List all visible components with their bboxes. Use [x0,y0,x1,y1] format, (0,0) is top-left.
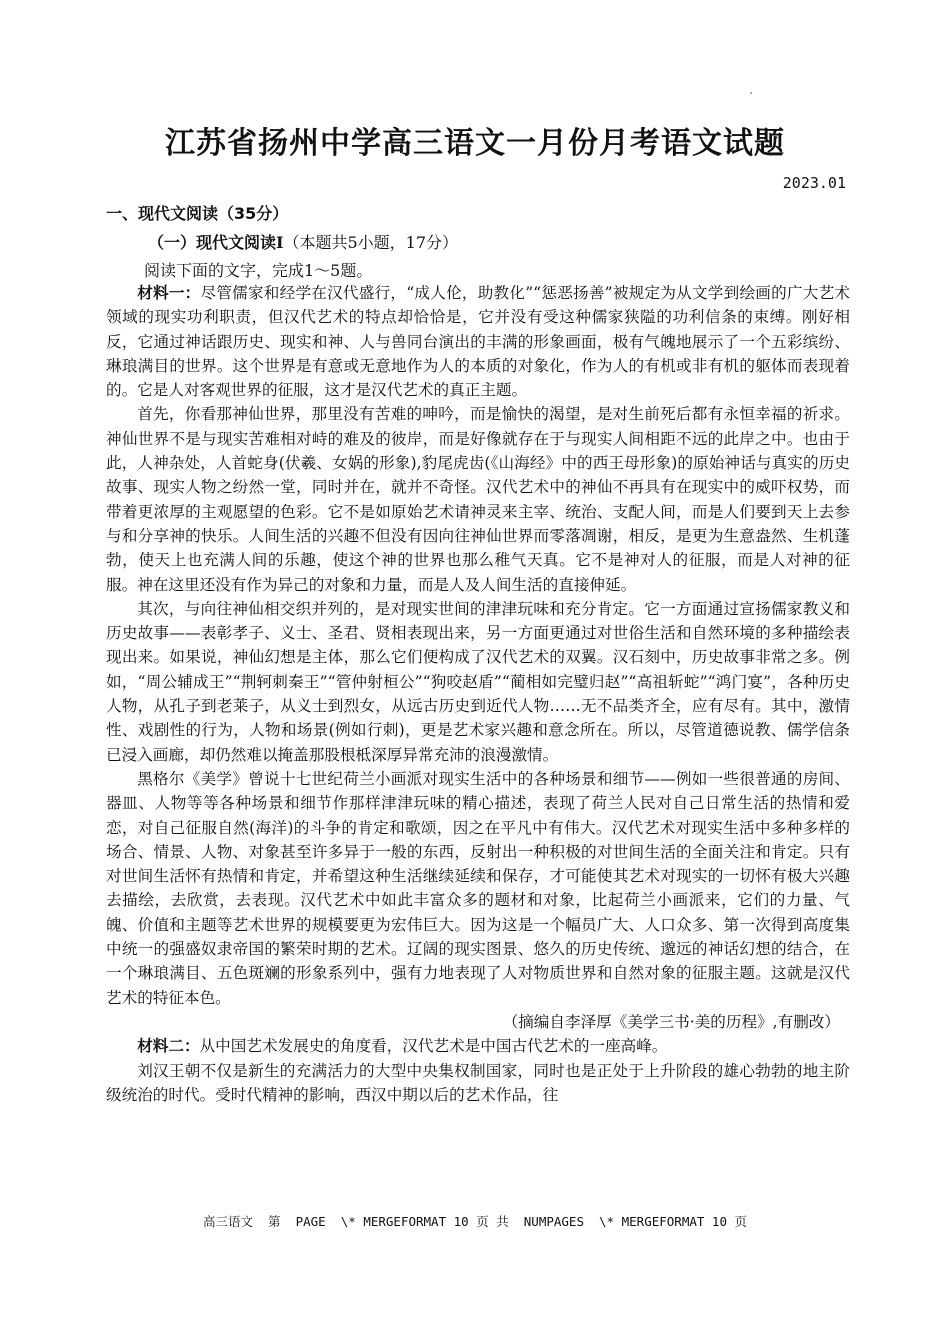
paragraph: 刘汉王朝不仅是新生的充满活力的大型中央集权制国家，同时也是正处于上升阶段的雄心勃勃的地主阶级统治的时代。受时代精神的影响，西汉中期以后的艺术作品，往 [106,1061,850,1104]
reading-passage [106,281,850,1107]
section-heading: 一、现代文阅读（35分） [106,204,289,223]
subsection-title: （一）现代文阅读Ⅰ [148,233,284,252]
scan-speck [750,92,752,94]
subsection-heading [148,230,458,253]
material-label: 材料一： [137,283,201,302]
paragraph [106,1034,850,1058]
instruction: 阅读下面的文字，完成1～5题。 [144,261,373,280]
paragraph-text: 从中国艺术发展史的角度看，汉代艺术是中国古代艺术的一座高峰。 [199,1037,668,1056]
subsection-note: （本题共5小题，17分） [283,233,459,252]
material-label: 材料二： [137,1036,200,1056]
paragraph [106,281,850,402]
paragraph: 其次，与向往神仙相交织并列的，是对现实世间的津津玩味和充分肯定。它一方面通过宣扬儒家教义和历史故事——表彰孝子、义士、圣君、贤相表现出来，另一方面更通过对世俗生活和自然环境的多种描绘表现出来。如果说，神仙幻想是主体，那么它们便构成了汉代艺术的双翼。汉石刻中，历史故事非常之多。例如，“周公辅成王”“荆轲刺秦王”“管仲射桓公”“狗咬赵盾”“蔺相如完璧归赵”“高祖斩蛇”“鸿门宴”，各种历史人物，从孔子到老莱子，从义士到烈女，从远古历史到近代人物……无不品类齐全，应有尽有。其中，激情性、戏剧性的行为，人物和场景(例如行刺)，更是艺术家兴趣和意念所在。所以，尽管道德说教、儒学信条已浸入画廊，却仍然难以掩盖那股根柢深厚异常充沛的浪漫激情。 [106,599,850,764]
source-citation: （摘编自李泽厚《美学三书·美的历程》,有删改） [502,1012,840,1031]
page-footer: 高三语文 第 PAGE \* MERGEFORMAT 10 页 共 NUMPAGES \* MERGEFORMAT 10 页 [202,1214,747,1229]
exam-date: 2023.01 [782,174,846,192]
exam-title: 江苏省扬州中学高三语文一月份月考语文试题 [165,126,785,161]
paragraph: 黑格尔《美学》曾说十七世纪荷兰小画派对现实生活中的各种场景和细节——例如一些很普通的房间、器皿、人物等等各种场景和细节作那样津津玩味的精心描述，表现了荷兰人民对自己日常生活的热情和爱恋，对自己征服自然(海洋)的斗争的肯定和歌颂，因之在平凡中有伟大。汉代艺术对现实生活中多种多样的场合、情景、人物、对象甚至许多异于一般的东西，反射出一种积极的对世间生活的全面关注和肯定。只有对世间生活怀有热情和肯定，并希望这种生活继续延续和保存，才可能使其艺术对现实的一切怀有极大兴趣去描绘，去欣赏，去表现。汉代艺术中如此丰富众多的题材和对象，比起荷兰小画派来，它们的力量、气魄、价值和主题等艺术世界的规模要更为宏伟巨大。因为这是一个幅员广大、人口众多、第一次得到高度集中统一的强盛奴隶帝国的繁荣时期的艺术。辽阔的现实图景、悠久的历史传统、邈远的神话幻想的结合，在一个琳琅满目、五色斑斓的形象系列中，强有力地表现了人对物质世界和自然对象的征服主题。这就是汉代艺术的特征本色。 [106,769,850,1007]
paragraph: 首先，你看那神仙世界，那里没有苦难的呻吟，而是愉快的渴望，是对生前死后都有永恒幸福的祈求。神仙世界不是与现实苦难相对峙的难及的彼岸，而是好像就存在于与现实人间相距不远的此岸之中。也由于此，人神杂处，人首蛇身(伏羲、女娲的形象),豹尾虎齿(《山海经》中的西王母形象)的原始神话与真实的历史故事、现实人物之纷然一堂，同时并在，就并不奇怪。汉代艺术中的神仙不再具有在现实中的威吓权势，而带着更浓厚的主观愿望的色彩。它不是如原始艺术请神灵来主宰、统治、支配人间，而是人们要到天上去参与和分享神的快乐。人间生活的兴趣不但没有因向往神仙世界而零落凋谢，相反，是更为生意盎然、生机蓬勃，使天上也充满人间的乐趣，使这个神的世界也那么稚气天真。它不是神对人的征服，而是人对神的征服。神在这里还没有作为异己的对象和力量，而是人及人间生活的直接伸延。 [106,405,850,594]
paragraph-text: 尽管儒家和经学在汉代盛行，“成人伦，助教化”“惩恶扬善”被规定为从文学到绘画的广大艺术领域的现实功利职责，但汉代艺术的特点却恰恰是，它并没有受这种儒家狭隘的功利信条的束缚。刚好相反，它通过神话跟历史、现实和神、人与兽同台演出的丰满的形象画面，极有气魄地展示了一个五彩缤纷、琳琅满目的世界。这个世界是有意或无意地作为人的本质的对象化，作为人的有机或非有机的躯体而表现着的。它是人对客观世界的征服，这才是汉代艺术的真正主题。 [106,284,850,400]
